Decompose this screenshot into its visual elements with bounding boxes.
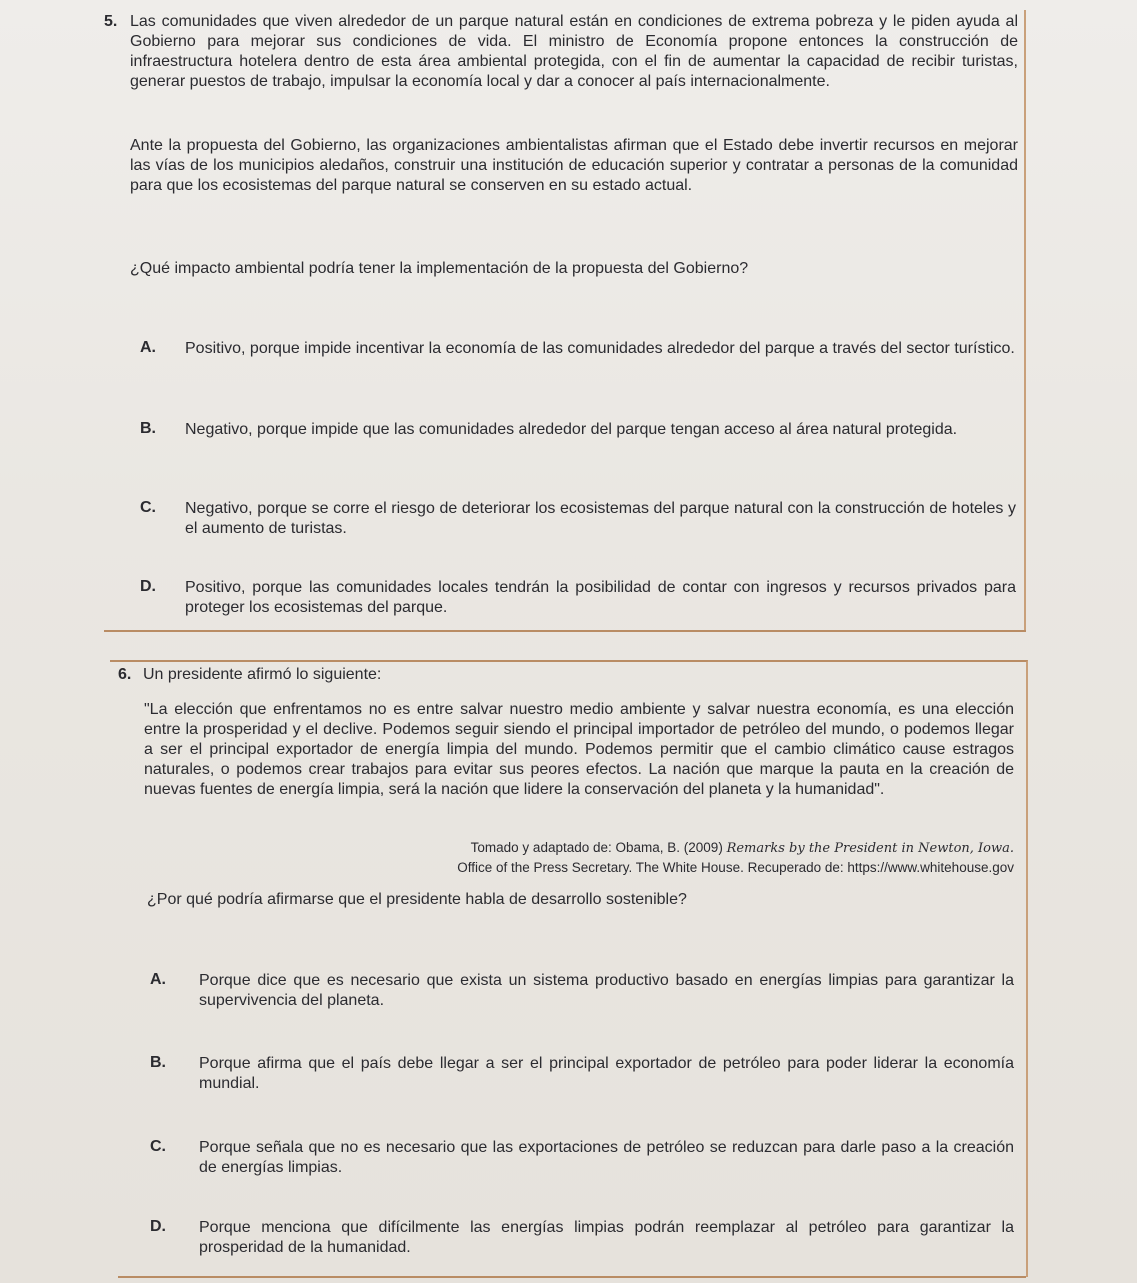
question-5-divider	[104, 630, 1026, 632]
source-line-1	[300, 838, 1014, 858]
question-5-number: 5.	[104, 13, 118, 30]
question-6-intro: Un presidente afirmó lo siguiente:	[143, 666, 382, 683]
option-text: Porque dice que es necesario que exista un sistema productivo basado en energías limpias para garantizar la supervivencia del planeta.	[199, 972, 1014, 1009]
option-text: Positivo, porque las comunidades locales tendrán la posibilidad de contar con ingresos y recursos privados para proteger los ecosistemas del parque.	[185, 579, 1016, 616]
question-6-divider	[118, 1276, 1026, 1278]
option-text: Porque señala que no es necesario que las exportaciones de petróleo se reduzcan para darle paso a la creación de energías limpias.	[199, 1139, 1014, 1176]
option-letter: B.	[140, 420, 156, 437]
source-title: Remarks by the President in Newton, Iowa.	[726, 841, 1014, 856]
option-letter: A.	[140, 339, 156, 356]
option-text: Positivo, porque impide incentivar la economía de las comunidades alrededor del parque a través del sector turístico.	[185, 340, 1015, 357]
option-letter: D.	[150, 1218, 166, 1235]
question-6-prompt: ¿Por qué podría afirmarse que el presidente habla de desarrollo sostenible?	[147, 891, 687, 908]
question-5-intro: Las comunidades que viven alrededor de un parque natural están en condiciones de extrema pobreza y le piden ayuda al Gobierno para mejorar sus condiciones de vida. El ministro de Economía propone entonces la construcción de infraestructura hotelera dentro de esta área ambiental protegida, con el fin de aumentar la capacidad de recibir turistas, generar puestos de trabajo, impulsar la economía local y dar a conocer al país internacionalmente.	[130, 13, 1018, 90]
question-6-number: 6.	[118, 666, 132, 683]
question-5-prompt: ¿Qué impacto ambiental podría tener la implementación de la propuesta del Gobierno?	[130, 260, 749, 277]
quote-source	[300, 838, 1014, 877]
option-text: Porque afirma que el país debe llegar a ser el principal exportador de petróleo para poder liderar la economía mundial.	[199, 1055, 1014, 1092]
option-letter: C.	[140, 499, 156, 516]
option-text: Porque menciona que difícilmente las energías limpias podrán reemplazar al petróleo para garantizar la prosperidad de la humanidad.	[199, 1219, 1014, 1256]
option-letter: A.	[150, 971, 166, 988]
option-text: Negativo, porque se corre el riesgo de deteriorar los ecosistemas del parque natural con la construcción de hoteles y el aumento de turistas.	[185, 500, 1016, 537]
question-5-context: Ante la propuesta del Gobierno, las organizaciones ambientalistas afirman que el Estado debe invertir recursos en mejorar las vías de los municipios aledaños, construir una institución de educación superior y contratar a personas de la comunidad para que los ecosistemas del parque natural se conserven en su estado actual.	[130, 137, 1018, 194]
source-line-2: Office of the Press Secretary. The White House. Recuperado de: https://www.whitehouse.gov	[457, 860, 1014, 875]
president-quote: "La elección que enfrentamos no es entre salvar nuestro medio ambiente y salvar nuestra economía, es una elección entre la prosperidad y el declive. Podemos seguir siendo el principal importador de petróleo del mundo, o podemos llegar a ser el principal exportador de energía limpia del mundo. Podemos permitir que el cambio climático cause estragos naturales, o podemos crear trabajos para evitar sus peores efectos. La nación que marque la pauta en la creación de nuevas fuentes de energía limpia, será la nación que lidere la conservación del planeta y la humanidad".	[144, 701, 1014, 798]
option-letter: B.	[150, 1054, 166, 1071]
option-letter: D.	[140, 578, 156, 595]
source-prefix: Tomado y adaptado de: Obama, B. (2009)	[470, 840, 727, 855]
option-letter: C.	[150, 1138, 166, 1155]
option-text: Negativo, porque impide que las comunidades alrededor del parque tengan acceso al área natural protegida.	[185, 421, 958, 438]
